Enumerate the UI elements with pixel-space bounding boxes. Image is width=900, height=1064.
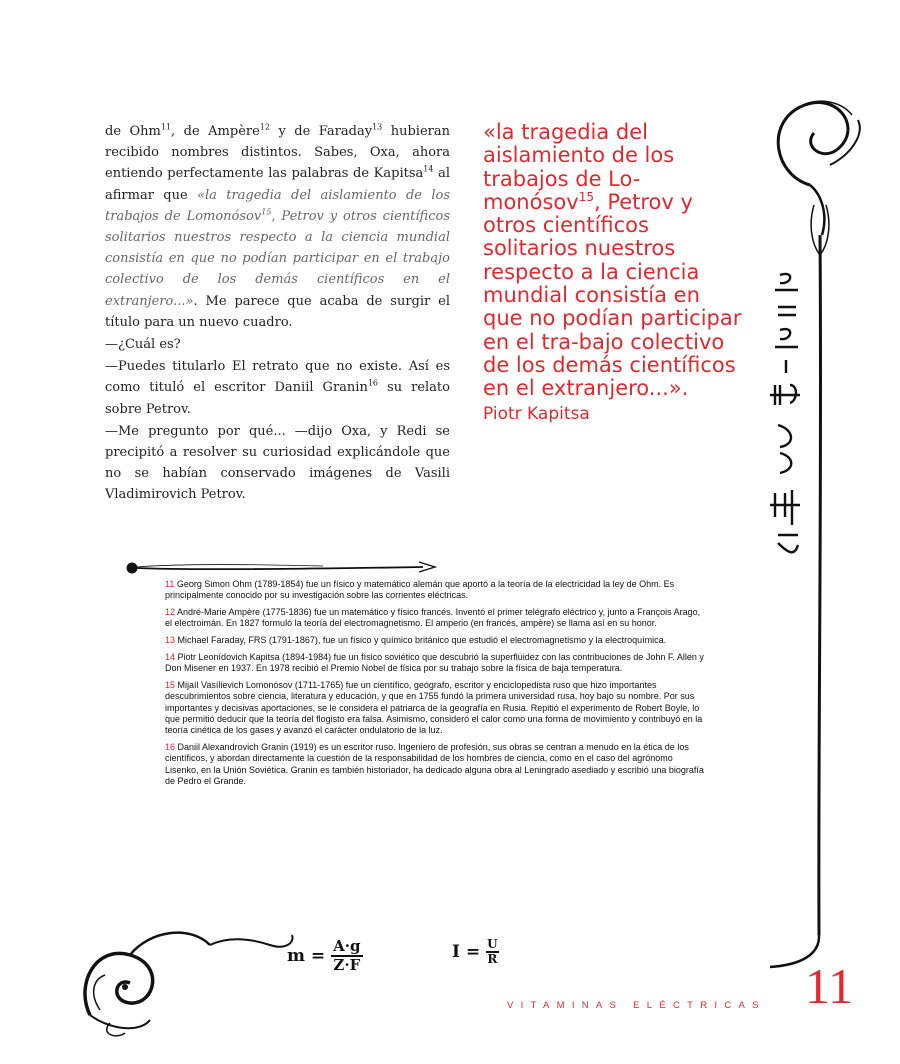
footnote-ref-16[interactable]: 16	[367, 379, 378, 389]
footnote-12: 12 André-Marie Ampère (1775-1836) fue un matemático y físico francés. Inventó el primer telégrafo eléctrico y, junto a François Arago, el electroimán. En 1827 formuló la teoría del electromagnetismo. El amperio (en francés, ampère) se llama así en su honor.	[165, 607, 701, 629]
footnote-16: 16 Daniil Alexandrovich Granin (1919) es un escritor ruso. Ingeniero de profesión, sus obras se centran a menudo en la ética de los científicos, y abordan directamente la cuestión de la responsabilidad de los hombres de ciencia, como en el caso del agrónomo Lisenko, en la Unión Soviética. Granin es también historiador, ha dedicado alguna obra al Leningrado asediado y escribió una biografía de Pedro el Grande.	[165, 742, 704, 786]
body-paragraph-4: —Me pregunto por qué... —dijo Oxa, y Redi se precipitó a resolver su curiosidad explicándole que no se habían conservado imágenes de Vasili Vladimirovich Petrov.	[105, 423, 450, 503]
footnote-14: 14 Piotr Leonídovich Kapitsa (1894-1984) fue un físico soviético que descubrió la superfluidez con las contribuciones de John F. Allen y Don Misener en 1937. En 1978 recibió el Premio Nobel de física por su trabajo sobre la física de baja temperatura.	[165, 651, 704, 674]
inline-quote: «la tragedia del aislamiento de los trabajos de Lomonósov$^{15}$, Petrov y otros científicos solitarios nuestros respecto a la ciencia mundial consistía en que no podían participar en el trabajo colectivo de los demás científicos en el extranjero...»	[105, 187, 450, 309]
pull-quote-ref: 15	[578, 189, 594, 204]
footnote-15: 15 Mijaíl Vasílievich Lomonósov (1711-1765) fue un científico, geógrafo, escritor y enciclopedista ruso que hizo importantes descubrimientos sobre ciencia, literatura y educación, y que en 1755 fundó la primera universidad rusa, hoy bajo su nombre. Por sus importantes y decisivas aportaciones, se le considera el patriarca de la geografía en Rusia. Repitió el experimento de Robert Boyle, lo que permitió deducir que la teoría del flogisto era falsa. Asimismo, consideró el calor como una forma de movimiento y contribuyó en la teoría cinética de los gases y avanzó el carácter ondulatorio de la luz.	[165, 680, 703, 736]
body-text	[105, 121, 450, 506]
footnote-ref-13[interactable]: 13	[372, 122, 383, 132]
pull-quote-text: «la tragedia del aislamiento de los trabajos de Lo-monósov$^{15}$, Petrov y otros científicos solitarios nuestros respecto a la ciencia mundial consistía en que no podían participar en el tra-bajo colectivo de los demás científicos en el extranjero...».	[483, 120, 742, 401]
footnote-13: 13 Michael Faraday, FRS (1791-1867), fue un físico y químico británico que estudió el electromagnetismo y la electroquímica.	[165, 635, 667, 646]
body-paragraph-2: —¿Cuál es?	[105, 337, 181, 353]
footnote-ref-11[interactable]: 11	[160, 122, 172, 132]
arrow-divider-icon	[123, 557, 443, 579]
footnote-ref-12[interactable]: 12	[259, 122, 270, 132]
body-paragraph-1: de Ohm$^{11}$, de Ampère$^{12}$ y de Faraday$^{13}$ hubieran recibido nombres distintos. Sabes, Oxa, ahora entiendo perfectamente las palabras de Kapitsa$^{14}$ al afirmar que «la tragedia del aislamiento de los trabajos de Lomonósov$^{15}$, Petrov y otros científicos solitarios nuestros respecto a la ciencia mundial consistía en que no podían participar en el trabajo colectivo de los demás científicos en el extranjero...». Me parece que acaba de surgir el título para un nuevo cuadro.	[105, 122, 450, 330]
pull-quote-author: Piotr Kapitsa	[483, 403, 590, 424]
formula-current: I = $\frac{U}{R}$	[452, 937, 498, 966]
footnote-ref-14[interactable]: 14	[423, 165, 434, 175]
footnote-ref-15[interactable]: 15	[261, 207, 272, 217]
footnote-11: 11 Georg Simon Ohm (1789-1854) fue un físico y matemático alemán que aportó a la teoría de la electricidad la ley de Ohm. Es principalmente conocido por su investigación sobre las corrientes eléctricas.	[165, 579, 675, 601]
section-title: VITAMINAS ELÉCTRICAS	[507, 1000, 766, 1011]
body-paragraph-3: —Puedes titularlo El retrato que no existe. Así es como tituló el escritor Daniil Granin$^{16}$ su relato sobre Petrov.	[105, 359, 450, 417]
footnotes	[165, 579, 705, 793]
page-number: 11	[805, 958, 854, 1014]
bottom-left-ornament-icon	[70, 905, 300, 1040]
formula-mass: m = $\frac{A\cdot g}{Z\cdot F}$	[287, 937, 361, 974]
pull-quote	[483, 121, 743, 425]
right-border-ornament-icon	[740, 85, 870, 985]
